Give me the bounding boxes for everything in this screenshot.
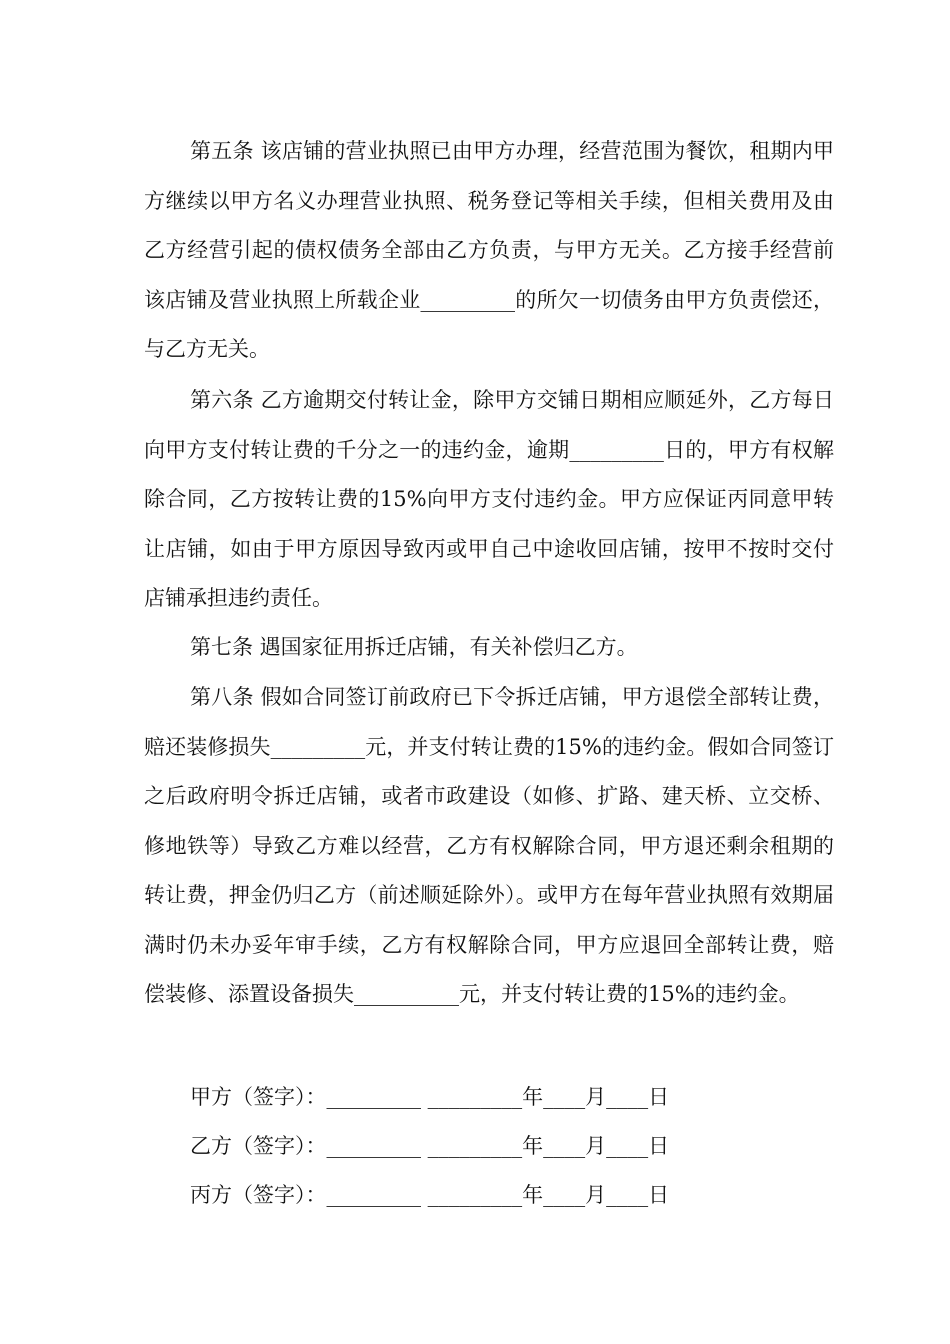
signature-line-party-c: 丙方（签字）：_________ _________年____月____日 (190, 1183, 670, 1207)
clause-5: 第五条 该店铺的营业执照已由甲方办理，经营范围为餐饮，租期内甲方继续以甲方名义办理营业执照、税务登记等相关手续，但相关费用及由乙方经营引起的债权债务全部由乙方负责，与甲方无关。乙方接手经营前该店铺及营业执照上所载企业_________的所欠一切债务由甲方负责偿还，与乙方无关。 (144, 139, 834, 361)
signature-line-party-a: 甲方（签字）：_________ _________年____月____日 (190, 1085, 670, 1109)
signature-line-party-b: 乙方（签字）：_________ _________年____月____日 (190, 1134, 670, 1158)
clause-6: 第六条 乙方逾期交付转让金，除甲方交铺日期相应顺延外，乙方每日向甲方支付转让费的千分之一的违约金，逾期_________日的，甲方有权解除合同，乙方按转让费的15%向甲方支付违约金。甲方应保证丙同意甲转让店铺，如由于甲方原因导致丙或甲自己中途收回店铺，按甲不按时交付店铺承担违约责任。 (144, 388, 834, 610)
clause-7: 第七条 遇国家征用拆迁店铺，有关补偿归乙方。 (190, 635, 638, 659)
clause-8: 第八条 假如合同签订前政府已下令拆迁店铺，甲方退偿全部转让费，赔还装修损失_________元，并支付转让费的15%的违约金。假如合同签订之后政府明令拆迁店铺，或者市政建设（如修、扩路、建天桥、立交桥、修地铁等）导致乙方难以经营，乙方有权解除合同，甲方退还剩余租期的转让费，押金仍归乙方（前述顺延除外）。或甲方在每年营业执照有效期届满时仍未办妥年审手续，乙方有权解除合同，甲方应退回全部转让费，赔偿装修、添置设备损失__________元，并支付转让费的15%的违约金。 (144, 685, 834, 1006)
